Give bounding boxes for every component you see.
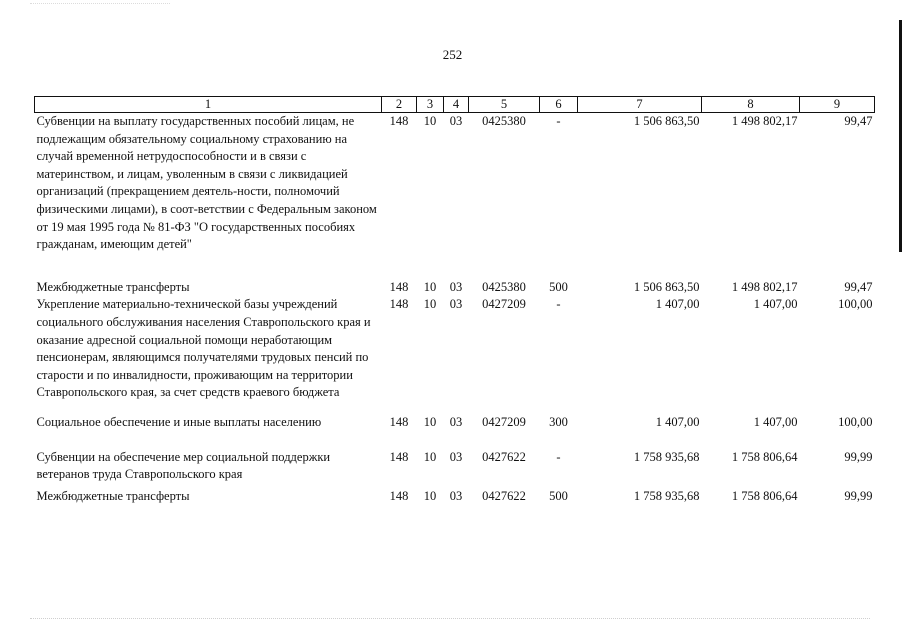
- row-col-6: -: [556, 114, 561, 128]
- row-col-9: 99,47: [844, 279, 873, 294]
- header-col-9: 9: [800, 97, 875, 113]
- row-col-5: 0427209: [482, 297, 526, 312]
- row-col-6: -: [556, 449, 561, 464]
- header-col-4: 4: [444, 97, 469, 113]
- header-col-6: 6: [540, 97, 578, 113]
- row-name: Субвенции на выплату государственных пособий лицам, не подлежащим обязательному социальному страхованию на случай временной нетрудоспособности и в связи с материнством, и лицам, уволенным в связи с ликвидацией организаций (прекращением деятель-ности, полномочий физическими лицами), в соот-ветствии с Федеральным законом от 19 мая 1995 года № 81-ФЗ "О государственных пособиях гражданам, имеющим детей": [36, 114, 377, 252]
- row-col-2: 148: [389, 114, 409, 128]
- row-col-3: 10: [423, 297, 437, 312]
- row-col-5: 0425380: [482, 279, 526, 294]
- row-col-7: 1 407,00: [655, 414, 700, 429]
- row-col-3: 10: [423, 449, 437, 464]
- row-col-4: 03: [449, 114, 463, 128]
- row-col-5: 0425380: [482, 114, 526, 128]
- header-col-8: 8: [702, 97, 800, 113]
- row-col-6: -: [556, 297, 561, 312]
- row-col-9: 99,47: [844, 114, 873, 128]
- row-col-8: 1 498 802,17: [731, 279, 798, 294]
- row-col-8: 1 758 806,64: [731, 449, 798, 464]
- row-col-8: 1 407,00: [753, 297, 798, 312]
- row-col-4: 03: [449, 414, 463, 429]
- header-col-7: 7: [578, 97, 702, 113]
- row-col-4: 03: [449, 449, 463, 464]
- row-col-2: 148: [389, 449, 409, 464]
- row-col-9: 100,00: [838, 297, 873, 312]
- row-col-2: 148: [389, 414, 409, 429]
- row-name: Укрепление материально-технической базы учреждений социального обслуживания населения Ставропольского края и оказание адресной социальной помощи неработающим пенсионерам, являющимся получателями трудовых пенсий по старости и по инвалидности, проживающим на территории Ставропольского края, за счет средств краевого бюджета: [36, 297, 371, 400]
- header-col-3: 3: [417, 97, 444, 113]
- row-name: Межбюджетные трансферты: [36, 488, 190, 503]
- row-col-5: 0427209: [482, 414, 526, 429]
- row-col-3: 10: [423, 114, 437, 128]
- row-col-3: 10: [423, 414, 437, 429]
- row-col-6: 500: [549, 488, 568, 503]
- table-header-row: [35, 97, 875, 113]
- row-col-7: 1 407,00: [655, 297, 700, 312]
- row-name: Социальное обеспечение и иные выплаты населению: [36, 414, 322, 429]
- budget-table: [34, 96, 875, 505]
- page-number: 252: [442, 47, 463, 62]
- row-col-4: 03: [449, 488, 463, 503]
- scan-artifact-bottom: [30, 618, 870, 619]
- row-col-7: 1 758 935,68: [633, 449, 700, 464]
- row-col-2: 148: [389, 488, 409, 503]
- row-name: Субвенции на обеспечение мер социальной поддержки ветеранов труда Ставропольского края: [36, 449, 331, 482]
- header-col-5: 5: [469, 97, 540, 113]
- row-col-6: 300: [549, 414, 568, 429]
- row-col-9: 99,99: [844, 488, 873, 503]
- row-col-3: 10: [423, 279, 437, 294]
- row-col-7: 1 506 863,50: [633, 114, 700, 128]
- row-col-7: 1 758 935,68: [633, 488, 700, 503]
- row-col-8: 1 407,00: [753, 414, 798, 429]
- row-col-6: 500: [549, 279, 568, 294]
- row-col-2: 148: [389, 279, 409, 294]
- header-col-2: 2: [382, 97, 417, 113]
- table-row: [35, 113, 875, 279]
- row-name: Межбюджетные трансферты: [36, 279, 190, 294]
- row-col-4: 03: [449, 279, 463, 294]
- row-col-5: 0427622: [482, 449, 526, 464]
- row-col-4: 03: [449, 297, 463, 312]
- row-col-7: 1 506 863,50: [633, 279, 700, 294]
- row-col-2: 148: [389, 297, 409, 312]
- table-row: [35, 296, 875, 414]
- row-col-9: 100,00: [838, 414, 873, 429]
- row-col-8: 1 498 802,17: [731, 114, 798, 128]
- row-col-8: 1 758 806,64: [731, 488, 798, 503]
- row-col-9: 99,99: [844, 449, 873, 464]
- scan-edge-bar: [899, 20, 902, 252]
- row-col-3: 10: [423, 488, 437, 503]
- scan-artifact-top: [30, 3, 170, 4]
- table-row: [35, 488, 875, 506]
- header-col-1: 1: [35, 97, 382, 113]
- table-row: [35, 414, 875, 449]
- table-row: [35, 449, 875, 488]
- row-col-5: 0427622: [482, 488, 526, 503]
- table-row: [35, 279, 875, 297]
